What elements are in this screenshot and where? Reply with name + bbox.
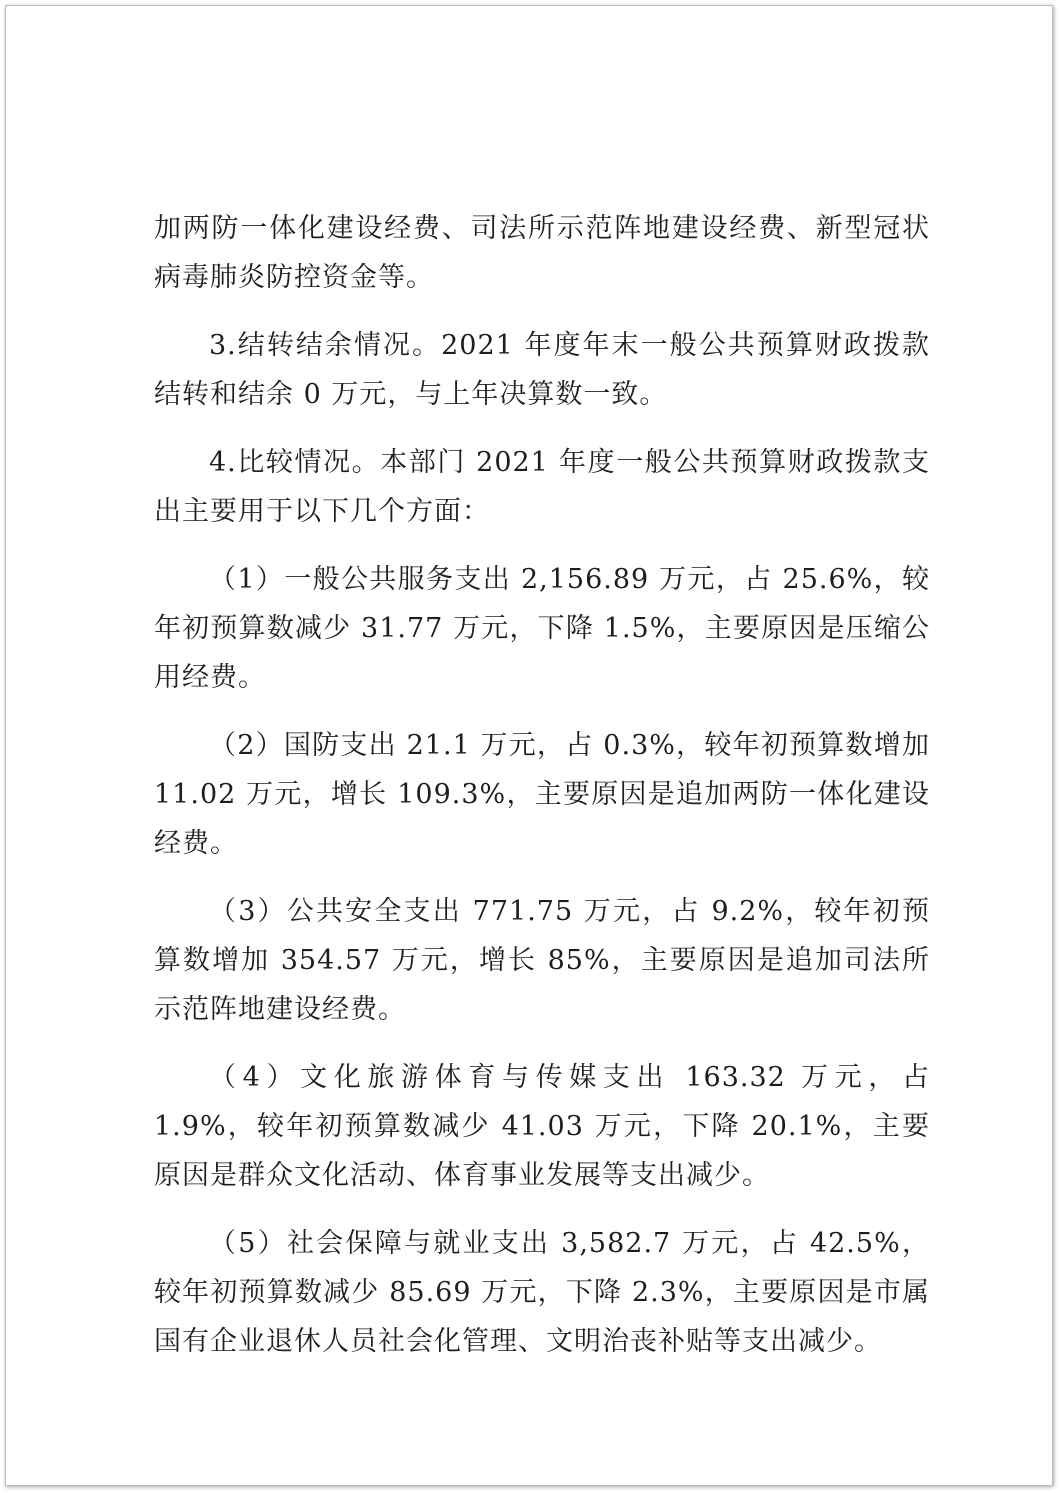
document-body bbox=[154, 204, 930, 1385]
paragraph-social-security: （5）社会保障与就业支出 3,582.7 万元，占 42.5%，较年初预算数减少 85.69 万元，下降 2.3%，主要原因是市属国有企业退休人员社会化管理、文明治丧补贴等支出减少。 bbox=[154, 1228, 930, 1357]
paragraph-national-defense: （2）国防支出 21.1 万元，占 0.3%，较年初预算数增加 11.02 万元，增长 109.3%，主要原因是追加两防一体化建设经费。 bbox=[154, 730, 930, 859]
paragraph-general-public-services: （1）一般公共服务支出 2,156.89 万元，占 25.6%，较年初预算数减少 31.77 万元，下降 1.5%，主要原因是压缩公用经费。 bbox=[154, 564, 930, 693]
paragraph-comparison-intro: 4.比较情况。本部门 2021 年度一般公共预算财政拨款支出主要用于以下几个方面： bbox=[154, 447, 930, 527]
paragraph-public-security: （3）公共安全支出 771.75 万元，占 9.2%，较年初预算数增加 354.57 万元，增长 85%，主要原因是追加司法所示范阵地建设经费。 bbox=[154, 896, 930, 1025]
paragraph-culture-tourism-sports: （4）文化旅游体育与传媒支出 163.32 万元，占 1.9%，较年初预算数减少 41.03 万元，下降 20.1%，主要原因是群众文化活动、体育事业发展等支出减少。 bbox=[154, 1062, 930, 1191]
document-page bbox=[5, 5, 1053, 1486]
paragraph-continuation: 加两防一体化建设经费、司法所示范阵地建设经费、新型冠状病毒肺炎防控资金等。 bbox=[154, 213, 930, 293]
paragraph-carryover-balance: 3.结转结余情况。2021 年度年末一般公共预算财政拨款结转和结余 0 万元，与上年决算数一致。 bbox=[154, 330, 930, 410]
